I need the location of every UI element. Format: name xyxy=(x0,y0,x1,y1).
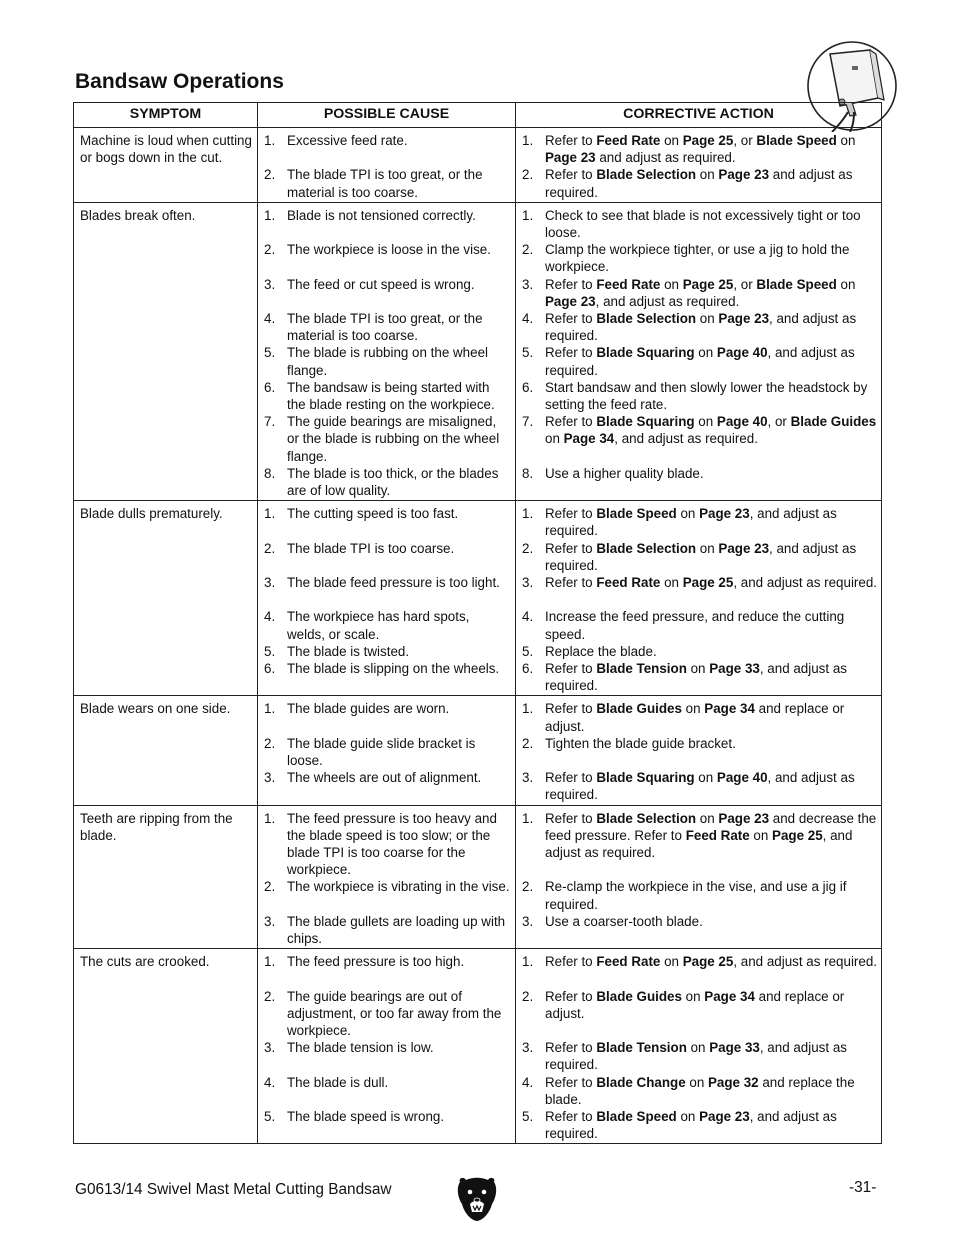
action-text: Refer to Blade Guides on Page 34 and replace or adjust. xyxy=(545,988,845,1021)
action-number: 3. xyxy=(522,575,534,591)
action-list xyxy=(522,505,877,694)
cause-text: The blade TPI is too coarse. xyxy=(287,540,455,556)
cause-number: 1. xyxy=(264,954,276,970)
table-row xyxy=(74,949,882,1144)
cause-text: The blade is dull. xyxy=(287,1074,389,1090)
cause-number: 2. xyxy=(264,988,276,1004)
action-number: 2. xyxy=(522,242,534,258)
list-item xyxy=(522,878,877,912)
list-item xyxy=(264,379,511,413)
list-item xyxy=(264,643,511,660)
list-item xyxy=(522,207,877,241)
cause-number: 6. xyxy=(264,379,276,395)
action-number: 3. xyxy=(522,913,534,929)
cause-list xyxy=(264,132,511,201)
cause-number: 6. xyxy=(264,661,276,677)
action-number: 2. xyxy=(522,167,534,183)
action-number: 5. xyxy=(522,1109,534,1125)
list-item xyxy=(264,207,511,241)
action-text: Clamp the workpiece tighter, or use a jig to hold the workpiece. xyxy=(545,242,850,275)
list-item xyxy=(264,700,511,734)
possible-cause-cell xyxy=(258,696,516,805)
action-number: 8. xyxy=(522,465,534,481)
action-text: Refer to Blade Selection on Page 23, and adjust as required. xyxy=(545,311,857,344)
list-item xyxy=(264,540,511,574)
list-item xyxy=(264,608,511,642)
cause-number: 3. xyxy=(264,575,276,591)
list-item xyxy=(522,1074,877,1108)
troubleshooting-table xyxy=(73,102,882,1144)
action-text: Refer to Blade Squaring on Page 40, or Blade Guides on Page 34, and adjust as required. xyxy=(545,414,877,447)
table-row xyxy=(74,501,882,696)
list-item xyxy=(264,735,511,769)
cause-text: The blade speed is wrong. xyxy=(287,1109,445,1125)
cause-list xyxy=(264,505,511,694)
cause-number: 1. xyxy=(264,133,276,148)
action-number: 1. xyxy=(522,810,534,826)
table-row xyxy=(74,696,882,805)
list-item xyxy=(264,241,511,275)
action-number: 7. xyxy=(522,414,534,430)
cause-number: 2. xyxy=(264,540,276,556)
symptom-cell: Blade dulls prematurely. xyxy=(74,501,258,696)
header-symptom: SYMPTOM xyxy=(74,103,258,128)
action-text: Refer to Blade Speed on Page 23, and adjust as required. xyxy=(545,1109,837,1142)
action-list xyxy=(522,700,877,803)
cause-text: The blade is rubbing on the wheel flange. xyxy=(287,345,488,378)
possible-cause-cell xyxy=(258,805,516,949)
possible-cause-cell xyxy=(258,202,516,500)
action-number: 3. xyxy=(522,770,534,786)
cause-number: 4. xyxy=(264,310,276,326)
action-number: 5. xyxy=(522,345,534,361)
action-text: Refer to Blade Tension on Page 33, and adjust as required. xyxy=(545,661,847,694)
list-item xyxy=(522,953,877,987)
symptom-cell: Teeth are ripping from the blade. xyxy=(74,805,258,949)
symptom-cell: The cuts are crooked. xyxy=(74,949,258,1144)
cause-number: 1. xyxy=(264,207,276,223)
action-number: 1. xyxy=(522,701,534,717)
list-item xyxy=(522,413,877,465)
list-item xyxy=(522,344,877,378)
list-item xyxy=(264,310,511,344)
action-text: Refer to Blade Squaring on Page 40, and adjust as required. xyxy=(545,345,855,378)
action-number: 3. xyxy=(522,1040,534,1056)
list-item xyxy=(522,643,877,660)
cause-number: 8. xyxy=(264,465,276,481)
cause-text: The blade TPI is too great, or the material is too coarse. xyxy=(287,310,483,344)
cause-number: 1. xyxy=(264,701,276,717)
cause-number: 4. xyxy=(264,1074,276,1090)
list-item xyxy=(522,574,877,608)
list-item xyxy=(522,735,877,769)
action-text: Refer to Blade Tension on Page 33, and adjust as required. xyxy=(545,1040,847,1073)
page-title: Bandsaw Operations xyxy=(75,70,284,93)
action-text: Start bandsaw and then slowly lower the headstock by setting the feed rate. xyxy=(545,379,868,413)
action-text: Refer to Blade Selection on Page 23, and adjust as required. xyxy=(545,540,857,573)
cause-text: The blade gullets are loading up with chips. xyxy=(287,913,506,947)
action-number: 3. xyxy=(522,276,534,292)
cause-number: 2. xyxy=(264,735,276,751)
list-item xyxy=(522,465,877,499)
action-number: 4. xyxy=(522,609,534,625)
cause-list xyxy=(264,953,511,1142)
cause-number: 5. xyxy=(264,643,276,659)
list-item xyxy=(264,1074,511,1108)
table-row xyxy=(74,128,882,203)
cause-number: 2. xyxy=(264,242,276,258)
cause-text: The workpiece has hard spots, welds, or scale. xyxy=(287,609,470,642)
corrective-action-cell xyxy=(516,696,882,805)
cause-text: The feed pressure is too high. xyxy=(287,954,465,970)
cause-text: The blade is twisted. xyxy=(287,643,410,659)
action-number: 1. xyxy=(522,954,534,970)
action-text: Refer to Feed Rate on Page 25, or Blade Speed on Page 23 and adjust as required. xyxy=(545,133,856,166)
cause-text: The feed or cut speed is wrong. xyxy=(287,276,475,292)
cause-number: 3. xyxy=(264,913,276,929)
action-text: Increase the feed pressure, and reduce the cutting speed. xyxy=(545,609,845,642)
action-text: Refer to Feed Rate on Page 25, and adjust as required. xyxy=(545,575,877,591)
cause-text: The guide bearings are misaligned, or the blade is rubbing on the wheel flange. xyxy=(287,414,500,464)
list-item xyxy=(264,574,511,608)
corrective-action-cell xyxy=(516,805,882,949)
cause-text: The blade feed pressure is too light. xyxy=(287,575,500,591)
action-number: 2. xyxy=(522,735,534,751)
cause-text: The bandsaw is being started with the blade resting on the workpiece. xyxy=(287,379,495,412)
list-item xyxy=(264,660,511,694)
action-text: Check to see that blade is not excessively tight or too loose. xyxy=(545,207,861,241)
symptom-cell: Blades break often. xyxy=(74,202,258,500)
list-item xyxy=(264,132,511,166)
action-number: 1. xyxy=(522,506,534,522)
action-list xyxy=(522,810,877,948)
action-list xyxy=(522,132,877,201)
list-item xyxy=(264,810,511,879)
cause-list xyxy=(264,700,511,803)
cause-number: 7. xyxy=(264,414,276,430)
action-text: Refer to Blade Selection on Page 23 and decrease the feed pressure. Refer to Feed Rate on Page 25, and adjust as required. xyxy=(545,810,877,861)
list-item xyxy=(522,810,877,879)
action-number: 2. xyxy=(522,540,534,556)
action-number: 2. xyxy=(522,988,534,1004)
action-number: 6. xyxy=(522,661,534,677)
cause-number: 3. xyxy=(264,770,276,786)
action-text: Refer to Blade Selection on Page 23 and adjust as required. xyxy=(545,167,853,200)
list-item xyxy=(522,913,877,947)
header-possible-cause: POSSIBLE CAUSE xyxy=(258,103,516,128)
list-item xyxy=(264,413,511,465)
cause-list xyxy=(264,810,511,948)
action-text: Replace the blade. xyxy=(545,643,657,659)
list-item xyxy=(264,988,511,1040)
page-number: -31- xyxy=(849,1179,877,1196)
list-item xyxy=(522,660,877,694)
action-number: 1. xyxy=(522,207,534,223)
action-text: Use a higher quality blade. xyxy=(545,465,704,481)
cause-text: The workpiece is vibrating in the vise. xyxy=(287,879,510,895)
action-number: 4. xyxy=(522,311,534,327)
action-number: 6. xyxy=(522,379,534,395)
action-number: 2. xyxy=(522,879,534,895)
action-text: Refer to Blade Guides on Page 34 and replace or adjust. xyxy=(545,701,845,734)
corrective-action-cell xyxy=(516,949,882,1144)
list-item xyxy=(264,505,511,539)
action-number: 4. xyxy=(522,1074,534,1090)
cause-text: The blade TPI is too great, or the material is too coarse. xyxy=(287,167,483,200)
list-item xyxy=(522,700,877,734)
cause-text: The feed pressure is too heavy and the blade speed is too slow; or the blade TPI is too coarse for the workpiece. xyxy=(287,810,497,878)
cause-text: The blade is slipping on the wheels. xyxy=(287,661,500,677)
action-number: 5. xyxy=(522,643,534,659)
cause-text: Blade is not tensioned correctly. xyxy=(287,207,476,223)
list-item xyxy=(264,769,511,803)
list-item xyxy=(522,276,877,310)
list-item xyxy=(522,166,877,200)
list-item xyxy=(522,988,877,1040)
action-text: Refer to Feed Rate on Page 25, and adjust as required. xyxy=(545,954,877,970)
action-text: Refer to Blade Squaring on Page 40, and adjust as required. xyxy=(545,770,855,803)
list-item xyxy=(522,1108,877,1142)
list-item xyxy=(264,166,511,200)
list-item xyxy=(522,379,877,413)
cause-text: The workpiece is loose in the vise. xyxy=(287,242,491,258)
cause-number: 3. xyxy=(264,276,276,292)
action-text: Refer to Blade Speed on Page 23, and adjust as required. xyxy=(545,506,837,539)
action-text: Tighten the blade guide bracket. xyxy=(545,735,736,751)
action-text: Refer to Blade Change on Page 32 and replace the blade. xyxy=(545,1074,855,1107)
cause-text: Excessive feed rate. xyxy=(287,133,408,148)
list-item xyxy=(522,505,877,539)
action-list xyxy=(522,953,877,1142)
header-corrective-action: CORRECTIVE ACTION xyxy=(516,103,882,128)
table-row xyxy=(74,202,882,500)
list-item xyxy=(264,878,511,912)
corrective-action-cell xyxy=(516,501,882,696)
list-item xyxy=(522,241,877,275)
cause-text: The blade tension is low. xyxy=(287,1040,434,1056)
cause-text: The blade guides are worn. xyxy=(287,701,450,717)
cause-number: 4. xyxy=(264,609,276,625)
possible-cause-cell xyxy=(258,501,516,696)
possible-cause-cell xyxy=(258,949,516,1144)
list-item xyxy=(264,276,511,310)
list-item xyxy=(522,769,877,803)
list-item xyxy=(264,913,511,947)
bear-logo-icon xyxy=(456,1176,498,1222)
cause-number: 5. xyxy=(264,1109,276,1125)
corrective-action-cell xyxy=(516,128,882,203)
cause-list xyxy=(264,207,511,499)
footer-model-title: G0613/14 Swivel Mast Metal Cutting Bandsaw xyxy=(75,1181,392,1198)
action-text: Refer to Feed Rate on Page 25, or Blade Speed on Page 23, and adjust as required. xyxy=(545,276,856,309)
list-item xyxy=(264,465,511,499)
list-item xyxy=(522,1039,877,1073)
cause-text: The blade guide slide bracket is loose. xyxy=(287,735,476,769)
cause-text: The guide bearings are out of adjustment, or too far away from the workpiece. xyxy=(287,988,502,1039)
corrective-action-cell xyxy=(516,202,882,500)
cause-number: 2. xyxy=(264,879,276,895)
list-item xyxy=(264,1108,511,1142)
list-item xyxy=(264,953,511,987)
action-text: Use a coarser-tooth blade. xyxy=(545,913,703,929)
cause-number: 1. xyxy=(264,506,276,522)
table-header-row xyxy=(74,103,882,128)
list-item xyxy=(522,132,877,166)
possible-cause-cell xyxy=(258,128,516,203)
list-item xyxy=(522,608,877,642)
cause-text: The wheels are out of alignment. xyxy=(287,770,482,786)
action-text: Re-clamp the workpiece in the vise, and use a jig if required. xyxy=(545,879,847,912)
symptom-cell: Machine is loud when cutting or bogs down in the cut. xyxy=(74,128,258,203)
cause-number: 1. xyxy=(264,810,276,826)
list-item xyxy=(522,310,877,344)
cause-number: 3. xyxy=(264,1040,276,1056)
cause-number: 5. xyxy=(264,345,276,361)
action-list xyxy=(522,207,877,499)
list-item xyxy=(522,540,877,574)
list-item xyxy=(264,1039,511,1073)
action-number: 1. xyxy=(522,133,534,148)
cause-number: 2. xyxy=(264,167,276,183)
symptom-cell: Blade wears on one side. xyxy=(74,696,258,805)
table-row xyxy=(74,805,882,949)
list-item xyxy=(264,344,511,378)
cause-text: The blade is too thick, or the blades are of low quality. xyxy=(287,465,499,499)
cause-text: The cutting speed is too fast. xyxy=(287,506,459,522)
